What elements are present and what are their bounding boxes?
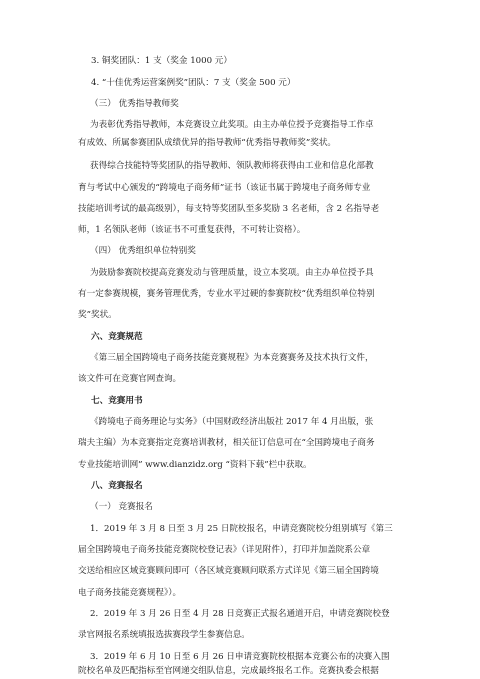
paragraph-line: 院校名单及匹配指标至官网递交组队信息，完成最终报名工作。竞赛执委会根据	[78, 666, 379, 676]
paragraph-line: 技能培训考试的最高级别），每支特等奖团队至多奖励 3 名老师，含 2 名指导老	[78, 204, 380, 214]
subsection-heading: （一） 竞赛报名	[90, 502, 153, 512]
paragraph-line: 师，1 名领队老师（该证书不可重复获得，不可转让资格）。	[78, 225, 306, 235]
paragraph-line: 为鼓励参赛院校提高竞赛发动与管理质量，设立本奖项。由主办单位授予具	[90, 268, 374, 278]
paragraph-line: 届全国跨境电子商务技能竞赛院校登记表》（详见附件），打印并加盖院系公章	[78, 545, 371, 555]
paragraph-line: 瑞夫主编）为本竞赛指定竞赛培训教材，相关征订信息可在“全国跨境电子商务	[78, 438, 375, 448]
paragraph-line: 3．2019 年 6 月 10 日至 6 月 26 日申请竞赛院校根据本竞赛公布的决赛入围	[90, 652, 390, 662]
subsection-heading: （四） 优秀组织单位特别奖	[90, 246, 196, 256]
paragraph-line: 有一定参赛规模，赛务管理优秀，专业水平过硬的参赛院校“优秀组织单位特别	[78, 289, 375, 299]
section-heading: 七、竞赛用书	[91, 396, 143, 406]
paragraph-line: 2．2019 年 3 月 26 日至 4 月 28 日竞赛正式报名通道开启，申请竞赛院校登	[90, 609, 390, 619]
paragraph-line: 《跨境电子商务理论与实务》（中国财政经济出版社 2017 年 4 月出版，张	[90, 417, 374, 427]
paragraph-line: 该文件可在竞赛官网查询。	[78, 374, 182, 384]
paragraph-line: 育与考试中心颁发的“跨境电子商务师”证书（该证书属于跨境电子商务师专业	[78, 183, 371, 193]
paragraph-line: 录官网报名系统填报选拔赛段学生参赛信息。	[78, 630, 250, 640]
paragraph-line: 交送给相应区域竞赛顾问即可（各区域竞赛顾问联系方式详见《第三届全国跨境	[78, 566, 379, 576]
paragraph-line: 获得综合技能特等奖团队的指导教师、领队教师将获得由工业和信息化部教	[90, 161, 374, 171]
paragraph-line: 1．2019 年 3 月 8 日至 3 月 25 日院校报名，申请竞赛院校分组别填写《第三	[90, 524, 393, 534]
subsection-heading: （三） 优秀指导教师奖	[90, 99, 179, 109]
paragraph-line: 《第三届全国跨境电子商务技能竞赛规程》为本竞赛赛务及技术执行文件，	[90, 353, 374, 363]
paragraph-line: 有成效、所属参赛团队成绩优异的指导教师“优秀指导教师奖”奖状。	[78, 138, 337, 148]
section-heading: 六、竞赛规范	[91, 332, 143, 342]
paragraph-line: 电子商务技能竞赛规程》）。	[78, 588, 182, 598]
award-top-ten: 4. “十佳优秀运营案例奖”团队：7 支（奖金 500 元）	[91, 78, 296, 88]
section-heading: 八、竞赛报名	[91, 481, 143, 491]
paragraph-line: 为表彰优秀指导教师，本竞赛设立此奖项。由主办单位授予竞赛指导工作卓	[90, 120, 374, 130]
paragraph-line: 奖”奖状。	[78, 310, 117, 320]
award-bronze: 3. 铜奖团队：1 支（奖金 1000 元）	[91, 56, 232, 66]
paragraph-line: 专业技能培训网” www.dianzidz.org “资料下载”栏中获取。	[78, 460, 312, 470]
